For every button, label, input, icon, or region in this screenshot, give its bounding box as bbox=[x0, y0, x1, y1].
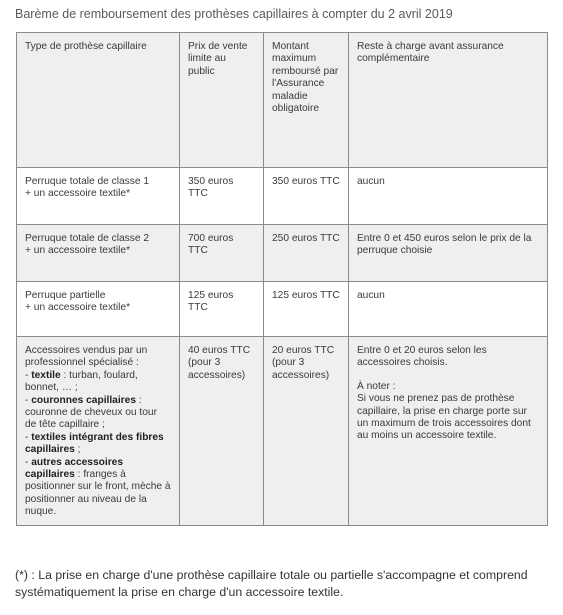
footnote: (*) : La prise en charge d'une prothèse capillaire totale ou partielle s'accompagne et comprend systématiquement la prise en charge d'un accessoire textile. bbox=[15, 568, 528, 599]
table-row bbox=[17, 282, 548, 337]
cell-prix: 125 euros TTC bbox=[180, 282, 264, 337]
header-montant: Montant maximum remboursé par l'Assurance maladie obligatoire bbox=[264, 33, 349, 168]
accessoire-item: - textile : turban, foulard, bonnet, … ; bbox=[25, 369, 138, 394]
header-type: Type de prothèse capillaire bbox=[17, 33, 180, 168]
header-prix: Prix de vente limite au public bbox=[180, 33, 264, 168]
header-reste: Reste à charge avant assurance complémentaire bbox=[349, 33, 548, 168]
cell-type bbox=[17, 168, 180, 225]
note-text: Si vous ne prenez pas de prothèse capillaire, la prise en charge porte sur un maximum de trois accessoires dont au moins un accessoire textile. bbox=[357, 393, 531, 442]
type-line: Perruque totale de classe 1 bbox=[25, 176, 150, 187]
type-line: + un accessoire textile* bbox=[25, 302, 131, 314]
cell-montant: 350 euros TTC bbox=[264, 168, 349, 225]
cell-prix: 350 euros TTC bbox=[180, 168, 264, 225]
cell-reste: Entre 0 et 450 euros selon le prix de la perruque choisie bbox=[349, 225, 548, 282]
note-label: À noter : bbox=[357, 380, 396, 392]
cell-prix: 700 euros TTC bbox=[180, 225, 264, 282]
cell-montant: 20 euros TTC (pour 3 accessoires) bbox=[264, 337, 349, 526]
table-row bbox=[17, 225, 548, 282]
accessoire-item: - couronnes capillaires : couronne de cheveux ou tour de tête capillaire ; bbox=[25, 394, 157, 431]
accessoire-item: - autres accessoires capillaires : franges à positionner sur le front, mèche à positionner au niveau de la nuque. bbox=[25, 456, 171, 518]
cell-reste bbox=[349, 337, 548, 526]
cell-type bbox=[17, 337, 180, 526]
type-line: Perruque partielle bbox=[25, 290, 106, 301]
cell-type bbox=[17, 282, 180, 337]
table-header-row bbox=[17, 33, 548, 168]
table-row-accessoires bbox=[17, 337, 548, 526]
type-line: + un accessoire textile* bbox=[25, 188, 131, 200]
table-row bbox=[17, 168, 548, 225]
cell-montant: 250 euros TTC bbox=[264, 225, 349, 282]
cell-reste: aucun bbox=[349, 168, 548, 225]
accessoire-item: - textiles intégrant des fibres capillaires ; bbox=[25, 431, 164, 456]
cell-montant: 125 euros TTC bbox=[264, 282, 349, 337]
type-line: Perruque totale de classe 2 bbox=[25, 233, 150, 244]
reimbursement-table bbox=[16, 32, 548, 526]
accessoires-intro: Accessoires vendus par un professionnel spécialisé : bbox=[25, 345, 148, 369]
cell-reste: aucun bbox=[349, 282, 548, 337]
cell-prix: 40 euros TTC (pour 3 accessoires) bbox=[180, 337, 264, 526]
reste-text: Entre 0 et 20 euros selon les accessoires choisis. bbox=[357, 345, 487, 369]
cell-type bbox=[17, 225, 180, 282]
type-line: + un accessoire textile* bbox=[25, 245, 131, 257]
table-caption: Barème de remboursement des prothèses capillaires à compter du 2 avril 2019 bbox=[15, 7, 453, 21]
